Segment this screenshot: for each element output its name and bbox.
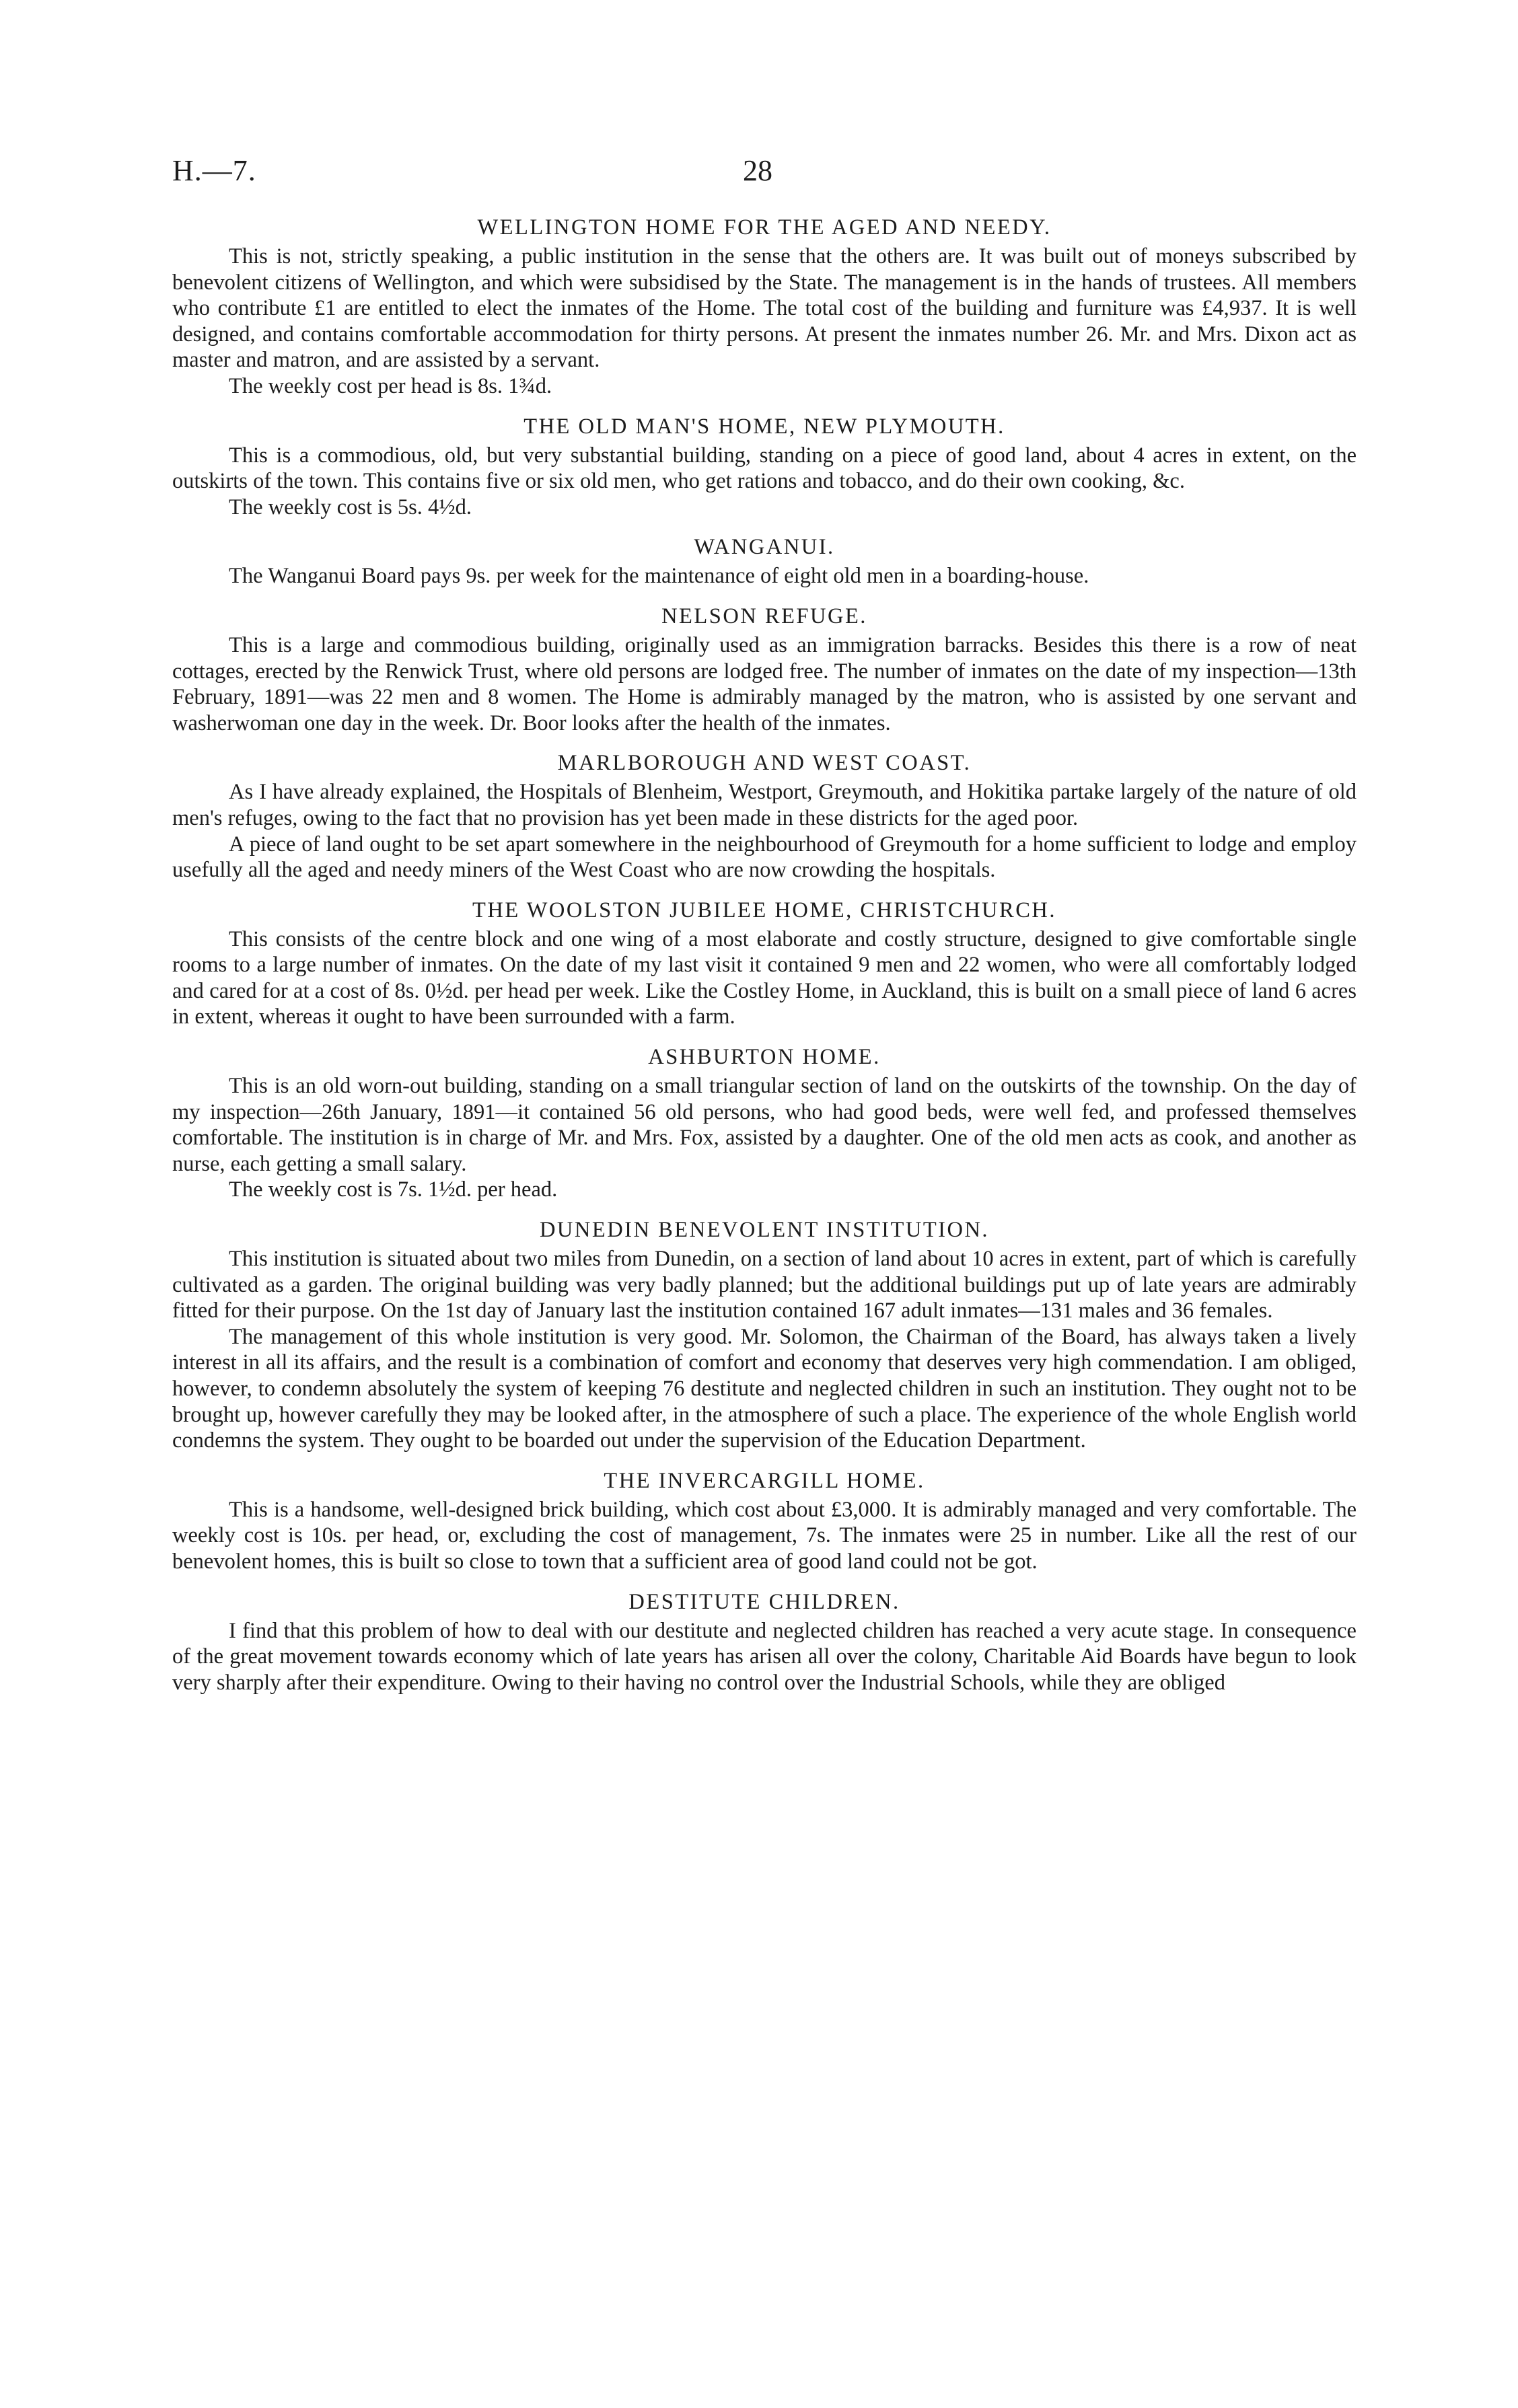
section-heading: THE OLD MAN'S HOME, NEW PLYMOUTH.: [523, 414, 1005, 439]
section-heading: DESTITUTE CHILDREN.: [628, 1589, 900, 1614]
section-heading: THE INVERCARGILL HOME.: [604, 1468, 925, 1493]
paragraph: A piece of land ought to be set apart somewhere in the neighbourhood of Greymouth for a home sufficient to lodge and employ usefully all the aged and needy miners of the West Coast who are now crowding the hospitals.: [172, 832, 1357, 883]
paragraph: The weekly cost per head is 8s. 1¾d.: [229, 373, 552, 398]
section-heading: ASHBURTON HOME.: [648, 1045, 881, 1070]
paragraph: I find that this problem of how to deal with our destitute and neglected children has reached a very acute stage. In consequence of the great movement towards economy which of late years has arisen all over the colony, Charitable Aid Boards have begun to look very sharply after their expenditure. Owing to their having no control over the Industrial Schools, while they are obliged: [172, 1618, 1357, 1695]
section-heading: NELSON REFUGE.: [661, 604, 867, 628]
section-heading: WANGANUI.: [694, 535, 835, 560]
page-header: [172, 153, 1357, 194]
paragraph: The management of this whole institution is very good. Mr. Solomon, the Chairman of the Board, has always taken a lively interest in all its affairs, and the result is a combination of comfort and economy that deserves very high commendation. I am obliged, however, to condemn absolutely the system of keeping 76 destitute and neglected children in such an institution. They ought not to be brought up, however carefully they may be looked after, in the atmosphere of such a place. The experience of the whole English world condemns the system. They ought to be boarded out under the supervision of the Education Department.: [172, 1324, 1357, 1453]
paragraph: This consists of the centre block and one wing of a most elaborate and costly structure, designed to give comfortable single rooms to a large number of inmates. On the date of my last visit it contained 9 men and 22 women, who were all comfortably lodged and cared for at a cost of 8s. 0½d. per head per week. Like the Costley Home, in Auckland, this is built on a small piece of land 6 acres in extent, whereas it ought to have been surrounded with a farm.: [172, 926, 1357, 1029]
paragraph: This is a large and commodious building, originally used as an immigration barracks. Besides this there is a row of neat cottages, erected by the Renwick Trust, where old persons are lodged free. The number of inmates on the date of my inspection—13th February, 1891—was 22 men and 8 women. The Home is admirably managed by the matron, who is assisted by one servant and washerwoman one day in the week. Dr. Boor looks after the health of the inmates.: [172, 632, 1357, 735]
paragraph: This is a handsome, well-designed brick building, which cost about £3,000. It is admirably managed and very comfortable. The weekly cost is 10s. per head, or, excluding the cost of management, 7s. The inmates were 25 in number. Like all the rest of our benevolent homes, this is built so close to town that a sufficient area of good land could not be got.: [172, 1497, 1357, 1574]
section-heading: MARLBOROUGH AND WEST COAST.: [557, 751, 972, 776]
section-heading: WELLINGTON HOME FOR THE AGED AND NEEDY.: [477, 215, 1052, 240]
page-number: 28: [743, 154, 772, 187]
section-heading: DUNEDIN BENEVOLENT INSTITUTION.: [539, 1218, 990, 1243]
paragraph: This is an old worn-out building, standing on a small triangular section of land on the outskirts of the township. On the day of my inspection—26th January, 1891—it contained 56 old persons, who had good beds, were well fed, and professed themselves comfortable. The institution is in charge of Mr. and Mrs. Fox, assisted by a daughter. One of the old men acts as cook, and another as nurse, each getting a small salary.: [172, 1074, 1357, 1176]
paragraph: As I have already explained, the Hospitals of Blenheim, Westport, Greymouth, and Hokitika partake largely of the nature of old men's refuges, owing to the fact that no provision has yet been made in these districts for the aged poor.: [172, 780, 1357, 830]
paragraph: This institution is situated about two miles from Dunedin, on a section of land about 10 acres in extent, part of which is carefully cultivated as a garden. The original building was very badly planned; but the additional buildings put up of late years are admirably fitted for their purpose. On the 1st day of January last the institution contained 167 adult inmates—131 males and 36 females.: [172, 1247, 1357, 1323]
paragraph: This is not, strictly speaking, a public institution in the sense that the others are. It was built out of moneys subscribed by benevolent citizens of Wellington, and which were subsidised by the State. The management is in the hands of trustees. All members who contribute £1 are entitled to elect the inmates of the Home. The total cost of the building and furniture was £4,937. It is well designed, and contains comfortable accommodation for thirty persons. At present the inmates number 26. Mr. and Mrs. Dixon act as master and matron, and are assisted by a servant.: [172, 244, 1357, 373]
paragraph: This is a commodious, old, but very substantial building, standing on a piece of good land, about 4 acres in extent, on the outskirts of the town. This contains five or six old men, who get rations and tobacco, and do their own cooking, &c.: [172, 443, 1357, 494]
paragraph: The Wanganui Board pays 9s. per week for the maintenance of eight old men in a boarding-house.: [229, 564, 1089, 589]
section-heading: THE WOOLSTON JUBILEE HOME, CHRISTCHURCH.: [472, 898, 1056, 922]
paragraph: The weekly cost is 7s. 1½d. per head.: [229, 1177, 558, 1202]
paragraph: The weekly cost is 5s. 4½d.: [229, 495, 472, 519]
report-reference: H.—7.: [172, 154, 256, 187]
document-body: [172, 214, 1357, 1695]
